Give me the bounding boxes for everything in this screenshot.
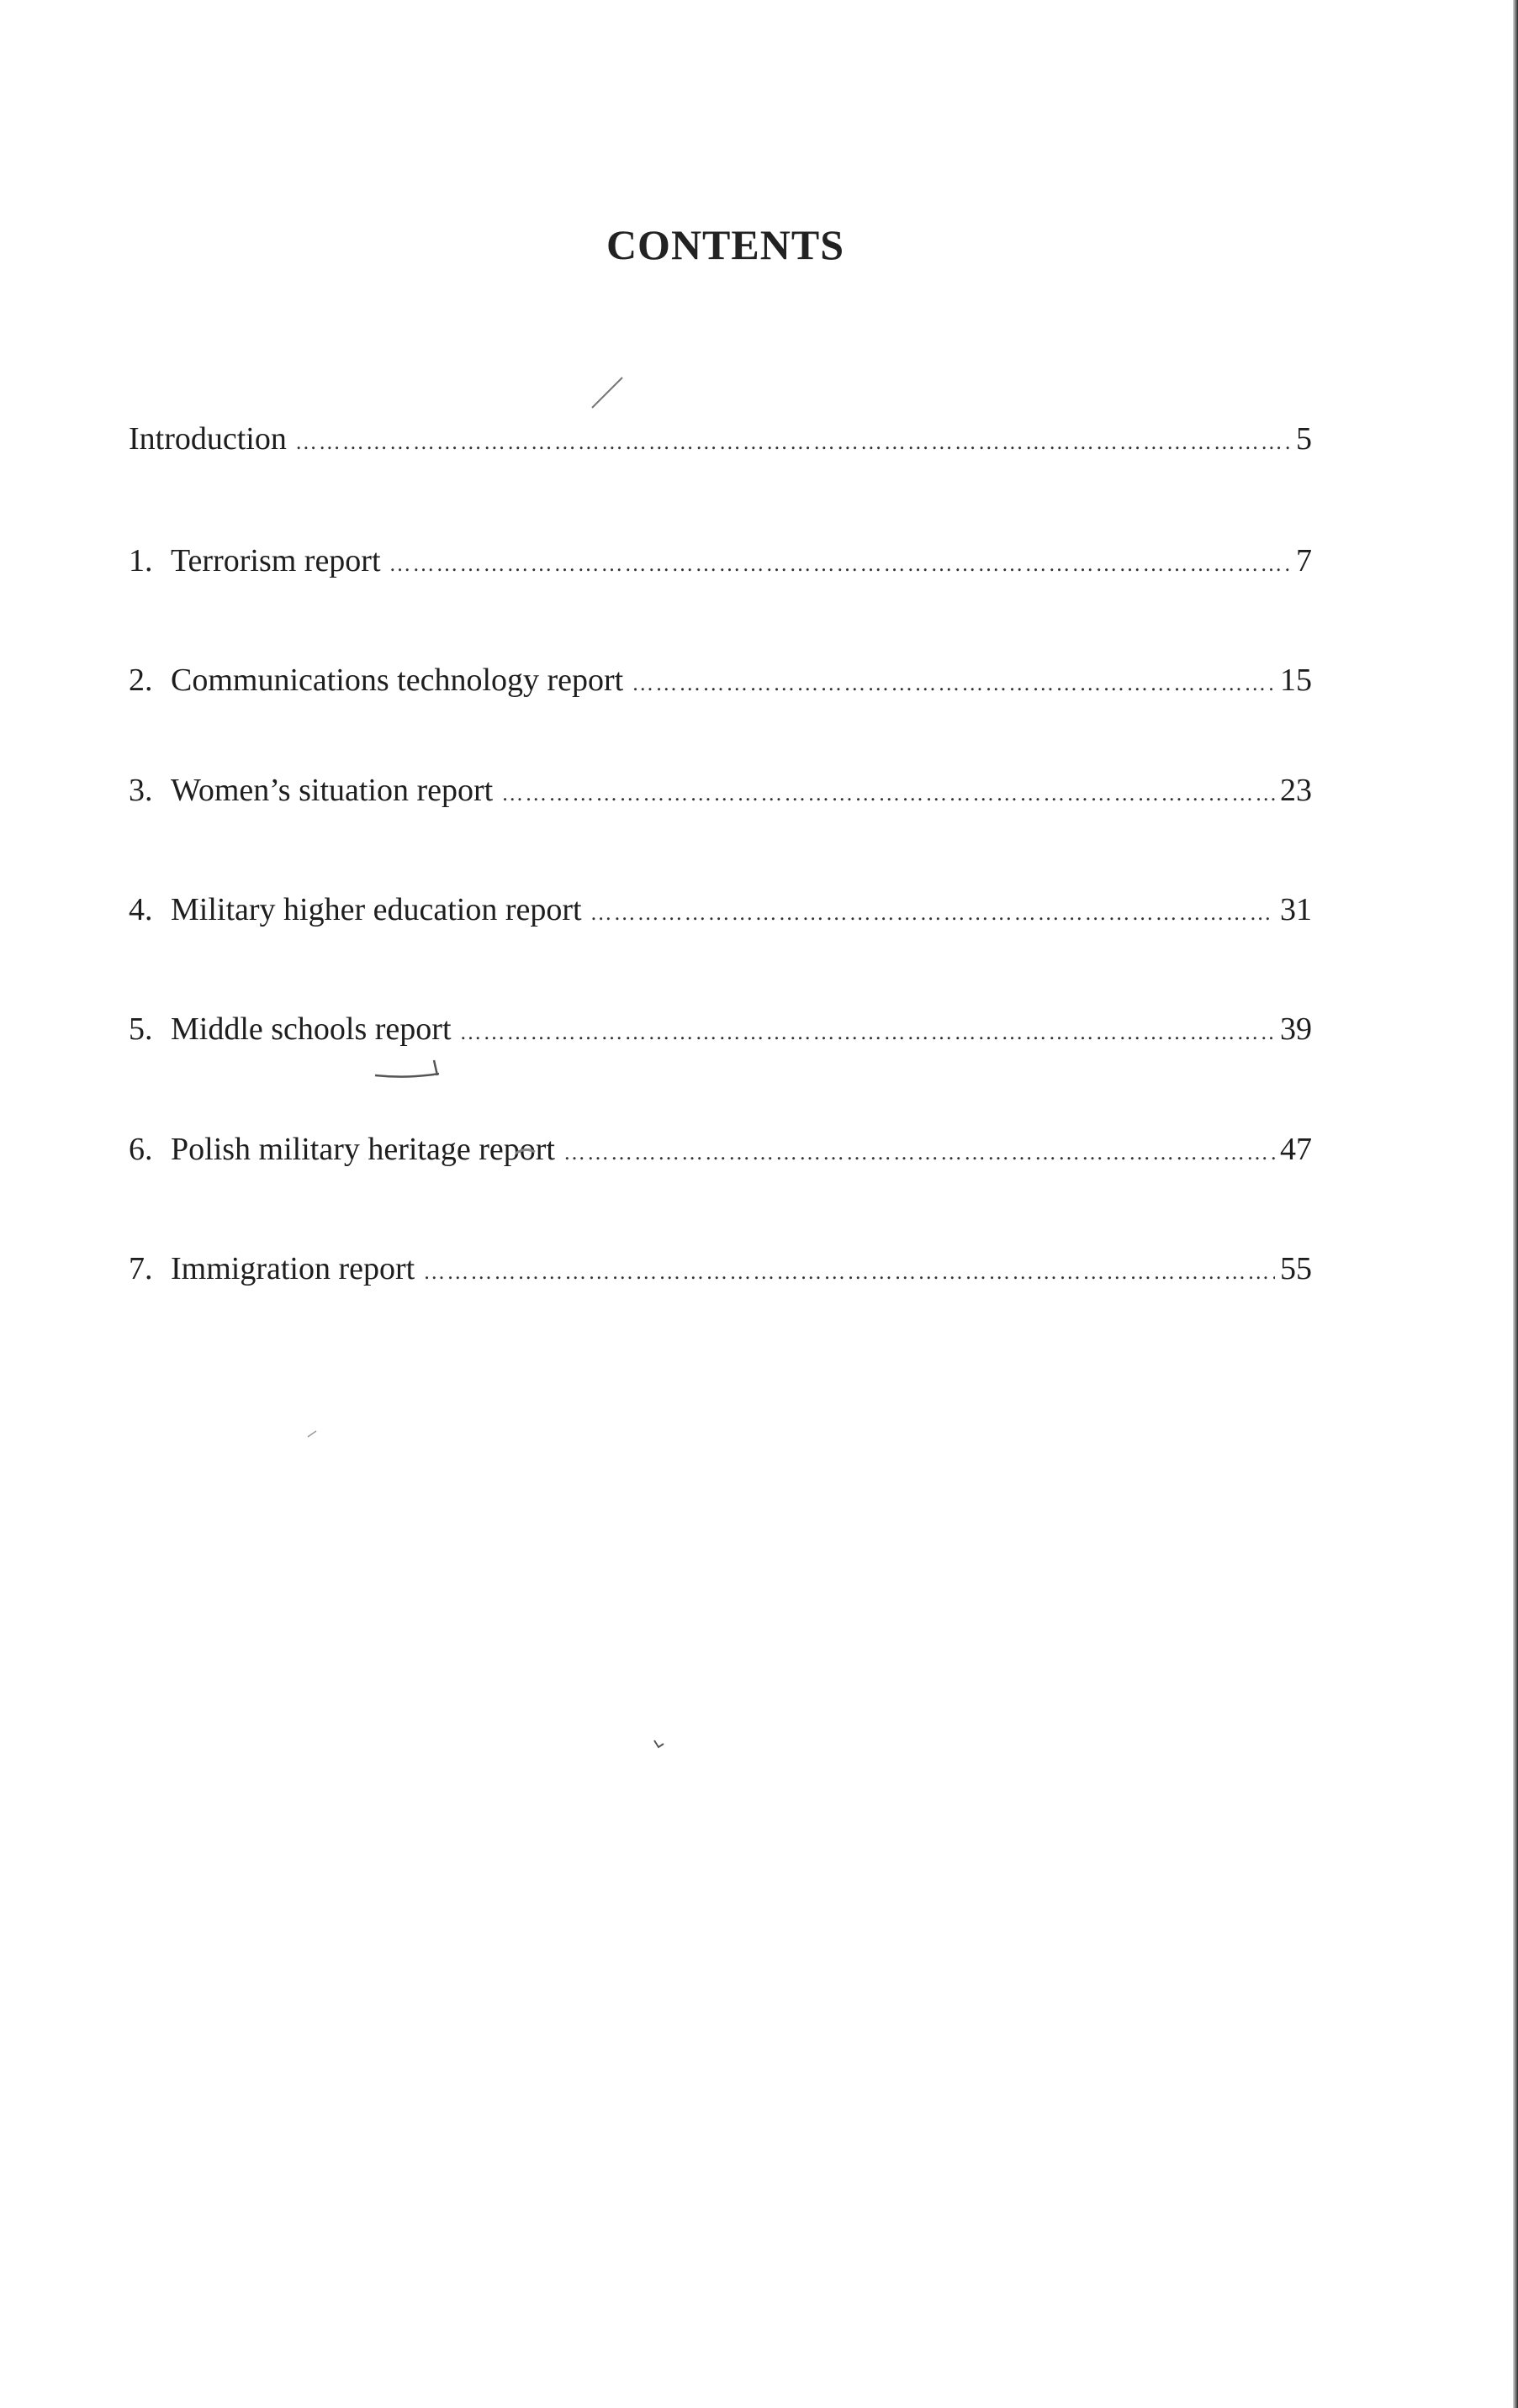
toc-entry-label: Communications technology report <box>171 663 624 698</box>
toc-entry-label: Military higher education report <box>171 892 582 927</box>
toc-entry-page: 47 <box>1280 1132 1312 1167</box>
toc-entry-page: 15 <box>1280 663 1312 698</box>
pen-dot-mark <box>306 1428 320 1439</box>
toc-entry-number: 5. <box>129 1011 153 1047</box>
toc-entry-page: 31 <box>1280 892 1312 927</box>
toc-entry-page: 7 <box>1296 543 1312 578</box>
toc-entry-introduction <box>129 420 1312 471</box>
toc-entry-number: 1. <box>129 543 153 578</box>
toc-entry-number: 2. <box>129 663 153 698</box>
toc-leader-dots <box>632 671 1275 696</box>
toc-leader-dots <box>295 430 1291 455</box>
toc-entry-6 <box>129 1131 1312 1181</box>
toc-entry-label: Immigration report <box>171 1251 415 1286</box>
pen-stroke-mark <box>589 374 627 412</box>
toc-leader-dots <box>460 1020 1275 1045</box>
toc-entry-page: 23 <box>1280 773 1312 808</box>
toc-entry-label: Terrorism report <box>171 543 381 578</box>
toc-entry-number: 4. <box>129 892 153 927</box>
toc-leader-dots <box>423 1259 1275 1285</box>
toc-entry-page: 5 <box>1296 421 1312 457</box>
toc-entry-4 <box>129 891 1312 942</box>
toc-leader-dots <box>563 1140 1275 1165</box>
toc-entry-5 <box>129 1011 1312 1061</box>
toc-entry-7 <box>129 1250 1312 1301</box>
toc-leader-dots <box>590 900 1275 926</box>
toc-entry-1 <box>129 542 1312 593</box>
toc-leader-dots <box>389 552 1291 577</box>
toc-entry-number: 7. <box>129 1251 153 1286</box>
toc-entry-number: 3. <box>129 773 153 808</box>
toc-entry-label: Middle schools report <box>171 1011 452 1047</box>
toc-entry-3 <box>129 772 1312 822</box>
toc-entry-number: 6. <box>129 1132 153 1167</box>
toc-entry-page: 55 <box>1280 1251 1312 1286</box>
toc-entry-2 <box>129 662 1312 712</box>
toc-entry-label: Introduction <box>129 421 287 457</box>
scanned-page-edge <box>1513 0 1518 2408</box>
toc-entry-label: Polish military heritage report <box>171 1132 555 1167</box>
toc-entry-label: Women’s situation report <box>171 773 494 808</box>
page-title: CONTENTS <box>606 221 845 268</box>
pen-tick-mark <box>652 1736 667 1751</box>
toc-entry-page: 39 <box>1280 1011 1312 1047</box>
toc-leader-dots <box>501 781 1275 806</box>
